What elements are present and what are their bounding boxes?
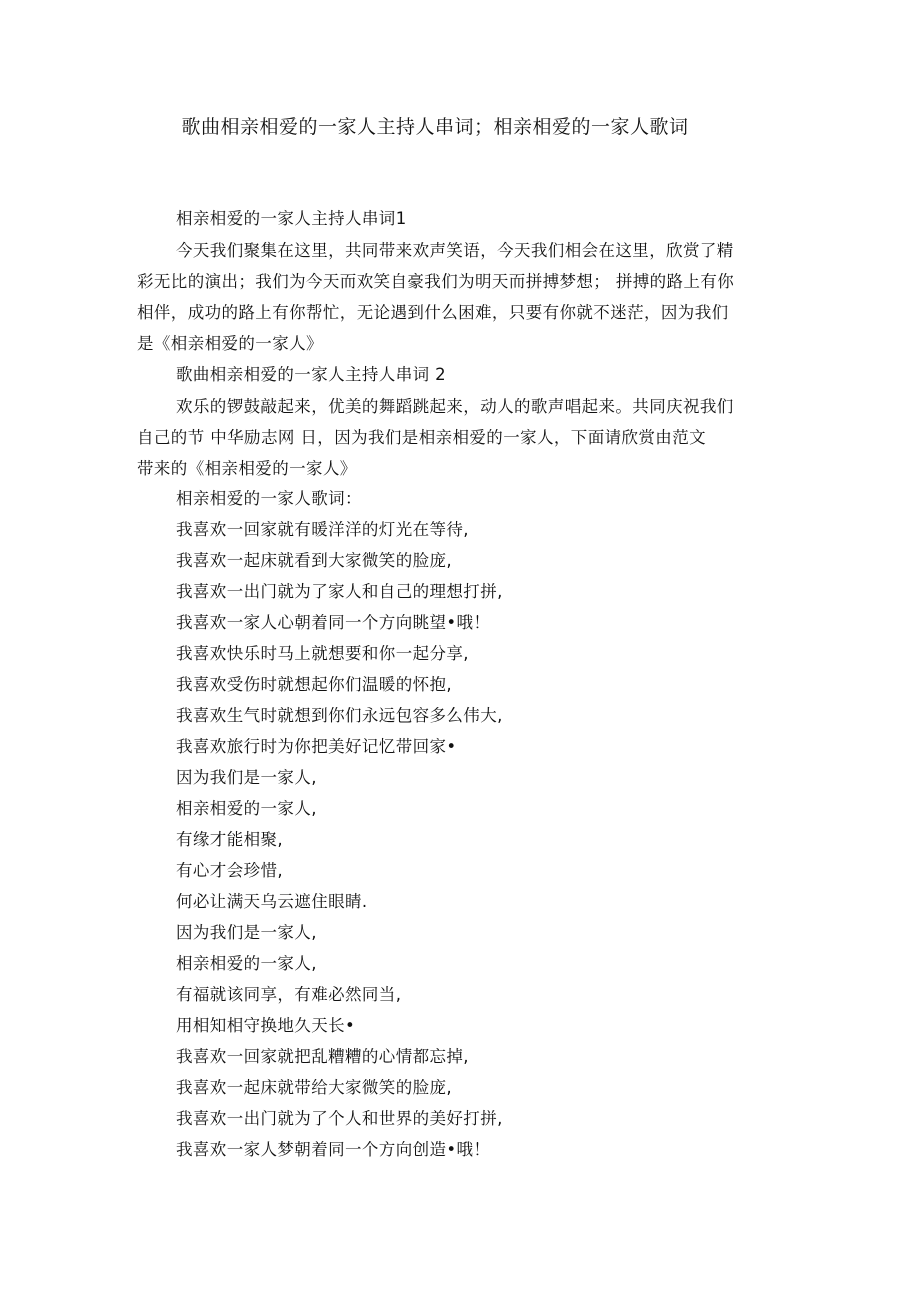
paragraph-2-line-3: 带来的《相亲相爱的一家人》 [137,459,357,478]
paragraph-2-line-2: 自己的节 中华励志网 日，因为我们是相亲相爱的一家人，下面请欣赏由范文 [137,428,706,447]
lyric-line: 我喜欢一出门就为了个人和世界的美好打拼, [176,1109,503,1128]
lyric-line: 我喜欢一家人心朝着同一个方向眺望•哦！ [176,613,491,632]
lyric-line: 因为我们是一家人, [176,923,317,942]
lyric-line: 我喜欢一回家就有暖洋洋的灯光在等待, [176,520,469,539]
paragraph-1-line-4: 是《相亲相爱的一家人》 [137,334,323,353]
lyric-line: 我喜欢一出门就为了家人和自己的理想打拼, [176,582,503,601]
lyric-line: 何必让满天乌云遮住眼睛. [176,892,368,911]
paragraph-2-line-1: 欢乐的锣鼓敲起来，优美的舞蹈跳起来，动人的歌声唱起来。共同庆祝我们 [176,397,734,416]
section-heading-1: 相亲相爱的一家人主持人串词1 [176,209,407,228]
lyric-line: 相亲相爱的一家人, [176,799,317,818]
lyric-line: 我喜欢一回家就把乱糟糟的心情都忘掉, [176,1047,469,1066]
paragraph-1-line-1: 今天我们聚集在这里，共同带来欢声笑语，今天我们相会在这里，欣赏了精 [176,241,734,260]
lyric-line: 我喜欢一起床就带给大家微笑的脸庞, [176,1078,453,1097]
section-heading-2: 歌曲相亲相爱的一家人主持人串词 2 [176,365,447,384]
paragraph-1-line-3: 相伴，成功的路上有你帮忙，无论遇到什么困难，只要有你就不迷茫，因为我们 [137,303,729,322]
lyric-line: 我喜欢一家人梦朝着同一个方向创造•哦！ [176,1140,491,1159]
lyric-line: 我喜欢受伤时就想起你们温暖的怀抱, [176,675,453,694]
paragraph-1-line-2: 彩无比的演出；我们为今天而欢笑自豪我们为明天而拼搏梦想； 拼搏的路上有你 [137,272,735,291]
lyric-line: 有缘才能相聚, [176,830,284,849]
lyric-line: 有福就该同享，有难必然同当, [176,985,402,1004]
lyric-line: 有心才会珍惜, [176,861,284,880]
lyric-line: 因为我们是一家人, [176,768,317,787]
lyric-line: 用相知相守换地久天长• [176,1016,356,1035]
lyric-line: 我喜欢生气时就想到你们永远包容多么伟大, [176,706,503,725]
lyrics-heading: 相亲相爱的一家人歌词： [176,489,362,508]
lyric-line: 相亲相爱的一家人, [176,954,317,973]
lyric-line: 我喜欢一起床就看到大家微笑的脸庞, [176,551,453,570]
document-title: 歌曲相亲相爱的一家人主持人串词；相亲相爱的一家人歌词 [181,116,689,138]
lyric-line: 我喜欢快乐时马上就想要和你一起分享, [176,644,469,663]
lyric-line: 我喜欢旅行时为你把美好记忆带回家• [176,737,457,756]
